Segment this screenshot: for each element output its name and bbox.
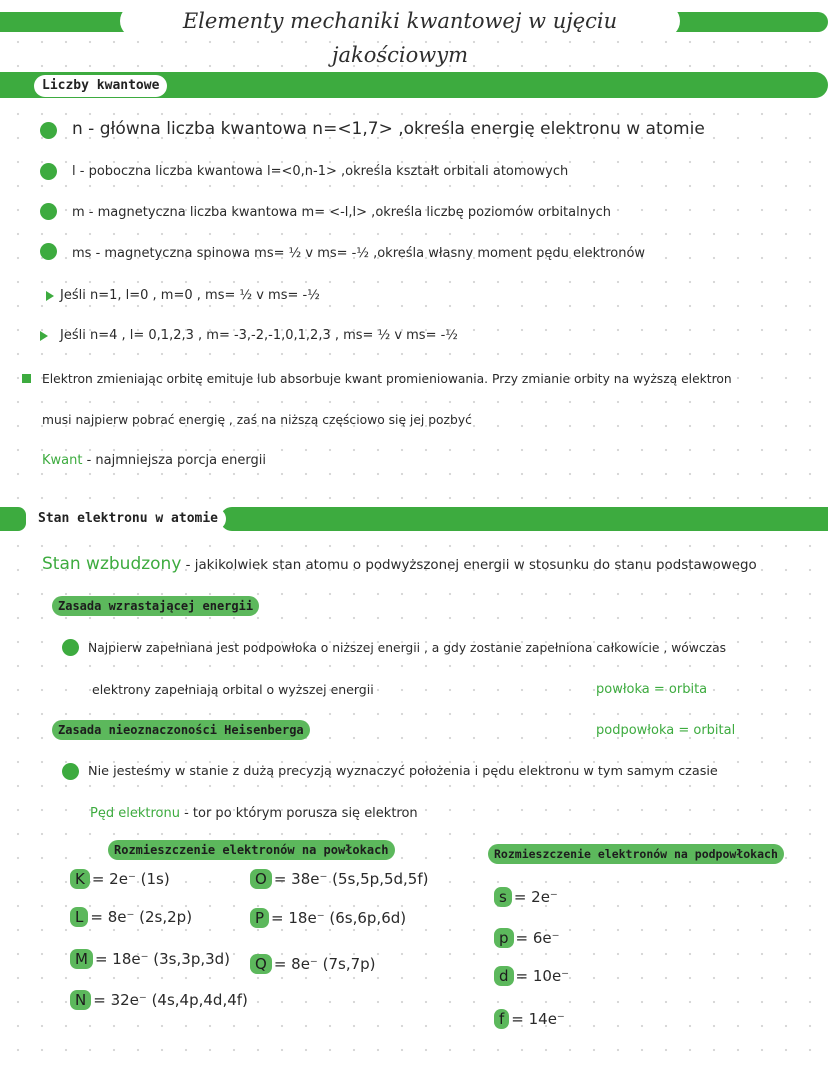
shell-symbol: O bbox=[250, 869, 272, 889]
subshells-heading: Rozmieszczenie elektronów na podpowłokach bbox=[488, 844, 784, 864]
bullet-dot bbox=[62, 763, 79, 780]
subshell-f bbox=[494, 1008, 565, 1030]
bullet-n: n - główna liczba kwantowa n=<1,7> ,określa energię elektronu w atomie bbox=[72, 119, 705, 139]
section1-heading: Liczby kwantowe bbox=[34, 75, 167, 97]
shell-value: = 18e⁻ (6s,6p,6d) bbox=[271, 909, 407, 927]
subshell-value: = 2e⁻ bbox=[513, 888, 558, 906]
bullet-dot bbox=[40, 122, 57, 139]
subshell-value: = 14e⁻ bbox=[511, 1010, 565, 1028]
subshell-symbol: d bbox=[494, 966, 514, 986]
subshell-p bbox=[494, 927, 560, 949]
shell-symbol: Q bbox=[250, 954, 272, 974]
note-shell-orbit: powłoka = orbita bbox=[596, 682, 708, 697]
shell-value: = 32e⁻ (4s,4p,4d,4f) bbox=[93, 991, 248, 1009]
subshell-symbol: s bbox=[494, 887, 512, 907]
momentum-def: - tor po którym porusza się elektron bbox=[179, 806, 418, 821]
momentum-term: Pęd elektronu bbox=[90, 806, 180, 821]
page-title: Elementy mechaniki kwantowej w ujęciu jakościowym bbox=[120, 4, 680, 38]
bullet-ms: ms - magnetyczna spinowa ms= ½ v ms= -½ ,określa własny moment pędu elektronów bbox=[72, 246, 646, 261]
paragraph-line-1: Elektron zmieniając orbitę emituje lub absorbuje kwant promieniowania. Przy zmianie orbity na wyższą elektron bbox=[42, 372, 732, 386]
excited-state-term: Stan wzbudzony bbox=[42, 554, 182, 574]
shell-symbol: N bbox=[70, 990, 91, 1010]
shell-value: = 2e⁻ (1s) bbox=[91, 870, 170, 888]
shell-q bbox=[250, 953, 376, 975]
shell-o bbox=[250, 868, 428, 890]
shell-n bbox=[70, 989, 248, 1011]
bullet-dot bbox=[40, 163, 57, 180]
shell-symbol: M bbox=[70, 949, 93, 969]
example-arrow-icon bbox=[40, 331, 48, 341]
shells-heading: Rozmieszczenie elektronów na powłokach bbox=[108, 840, 395, 860]
shell-m bbox=[70, 948, 230, 970]
bullet-dot bbox=[40, 203, 57, 220]
shell-symbol: K bbox=[70, 869, 90, 889]
shell-symbol: L bbox=[70, 907, 88, 927]
shell-value: = 18e⁻ (3s,3p,3d) bbox=[94, 950, 231, 968]
example-arrow-icon bbox=[46, 291, 54, 301]
shell-k bbox=[70, 868, 170, 890]
excited-state-definition bbox=[42, 555, 757, 575]
rule1-heading: Zasada wzrastającej energii bbox=[52, 596, 259, 616]
section2-bar bbox=[220, 507, 828, 531]
paragraph-square-icon bbox=[22, 374, 31, 383]
kwant-term: Kwant bbox=[42, 453, 83, 468]
rule1-line-1: Najpierw zapełniana jest podpowłoka o niższej energii , a gdy zostanie zapełniona całkowicie , wówczas bbox=[88, 641, 727, 655]
subshell-s bbox=[494, 886, 558, 908]
example-1: Jeśli n=1, l=0 , m=0 , ms= ½ v ms= -½ bbox=[60, 288, 320, 303]
shell-value: = 8e⁻ (2s,2p) bbox=[90, 908, 193, 926]
bullet-l: l - poboczna liczba kwantowa l=<0,n-1> ,określa kształt orbitali atomowych bbox=[72, 164, 569, 179]
rule1-line-2: elektrony zapełniają orbital o wyższej energii bbox=[92, 682, 374, 697]
excited-state-def: - jakikolwiek stan atomu o podwyższonej energii w stosunku do stanu podstawowego bbox=[181, 558, 757, 573]
paragraph-line-2: musi najpierw pobrać energię , zaś na niższą częściowo się jej pozbyć bbox=[42, 413, 472, 427]
rule2-line: Nie jesteśmy w stanie z dużą precyzją wyznaczyć położenia i pędu elektronu w tym samym czasie bbox=[88, 764, 718, 779]
subshell-symbol: p bbox=[494, 928, 514, 948]
bullet-dot bbox=[40, 243, 57, 260]
section2-left-mark bbox=[0, 507, 26, 531]
bullet-dot bbox=[62, 639, 79, 656]
shell-value: = 8e⁻ (7s,7p) bbox=[273, 955, 376, 973]
example-2: Jeśli n=4 , l= 0,1,2,3 , m= -3,-2,-1,0,1,2,3 , ms= ½ v ms= -½ bbox=[60, 328, 458, 343]
note-subshell-orbital: podpowłoka = orbital bbox=[596, 723, 736, 738]
shell-symbol: P bbox=[250, 908, 269, 928]
subshell-value: = 10e⁻ bbox=[515, 967, 570, 985]
subshell-symbol: f bbox=[494, 1009, 509, 1029]
subshell-d bbox=[494, 965, 569, 987]
shell-value: = 38e⁻ (5s,5p,5d,5f) bbox=[273, 870, 429, 888]
rule2-heading: Zasada nieoznaczoności Heisenberga bbox=[52, 720, 310, 740]
subshell-value: = 6e⁻ bbox=[515, 929, 560, 947]
shell-l bbox=[70, 906, 192, 928]
bullet-m: m - magnetyczna liczba kwantowa m= <-l,l> ,określa liczbę poziomów orbitalnych bbox=[72, 205, 612, 220]
kwant-definition bbox=[42, 452, 266, 470]
shell-p bbox=[250, 907, 406, 929]
section2-heading: Stan elektronu w atomie bbox=[30, 508, 226, 530]
momentum-definition bbox=[90, 805, 418, 823]
kwant-def: - najmniejsza porcja energii bbox=[82, 453, 267, 468]
